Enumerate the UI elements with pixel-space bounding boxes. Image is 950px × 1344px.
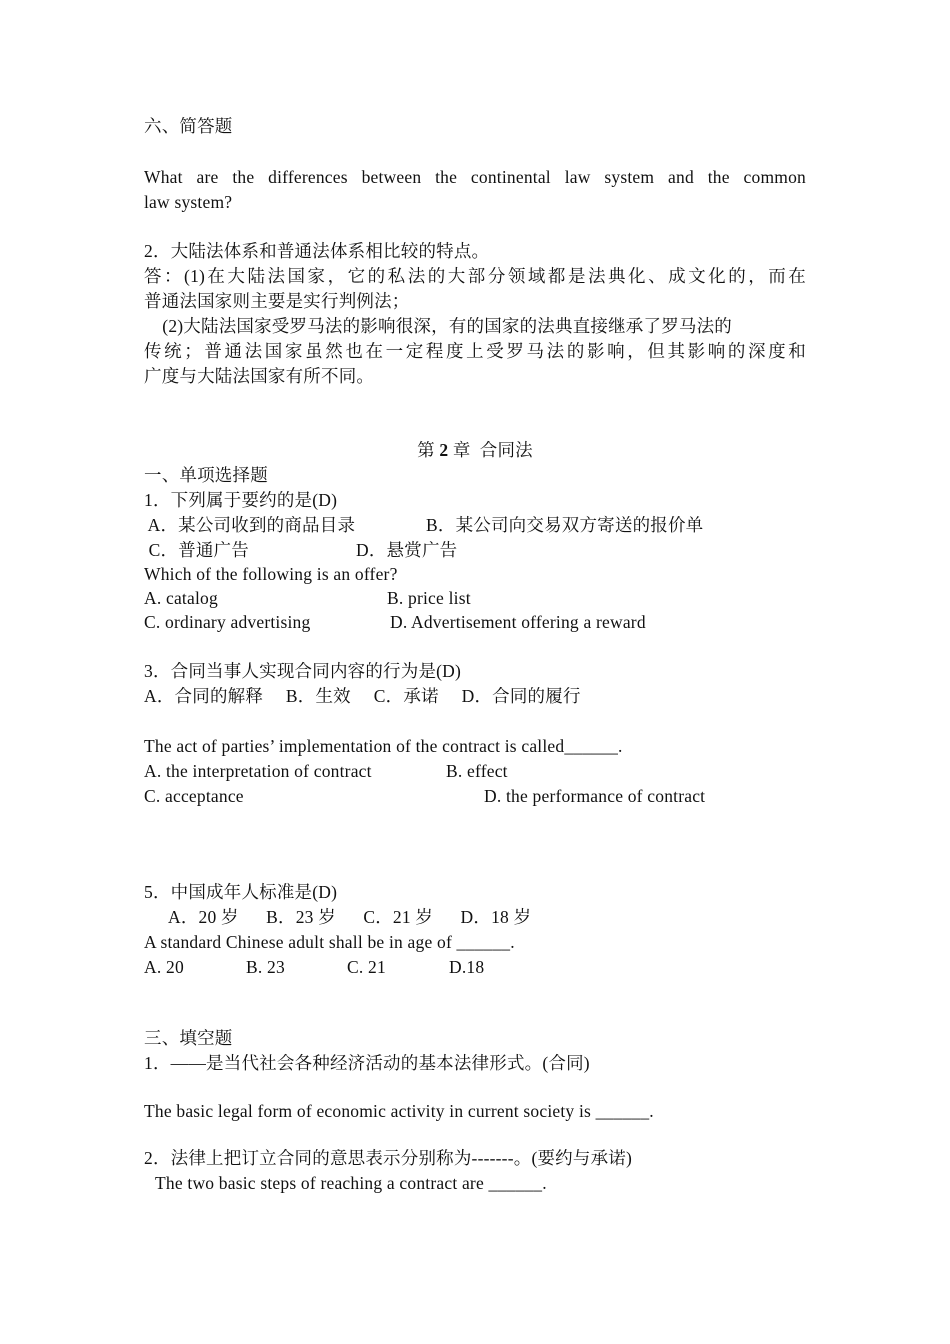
q3-en-option-a: A. the interpretation of contract (144, 761, 372, 781)
q3-en-option-b: B. effect (446, 761, 508, 781)
q5-cn: 5．中国成年人标准是(D) (144, 882, 338, 902)
q1-option-c: C．普通广告 (144, 540, 249, 560)
section-heading-short-answer: 六、简答题 (144, 116, 233, 136)
q1-option-b: B．某公司向交易双方寄送的报价单 (426, 515, 704, 535)
section-heading-single-choice: 一、单项选择题 (144, 465, 268, 485)
q3-cn: 3．合同当事人实现合同内容的行为是(D) (144, 661, 462, 681)
chapter-title-number: 2 (439, 440, 449, 460)
f1-cn: 1．——是当代社会各种经济活动的基本法律形式。(合同) (144, 1053, 590, 1073)
q5-en-option-c: C. 21 (347, 957, 386, 977)
q5-options: A．20 岁 B．23 岁 C．21 岁 D．18 岁 (168, 907, 532, 927)
section-heading-fill-blank: 三、填空题 (144, 1028, 233, 1048)
f1-en: The basic legal form of economic activity in current society is ______. (144, 1101, 654, 1121)
answer-line-5: 广度与大陆法国家有所不同。 (144, 366, 375, 386)
question-2-title: 2．大陆法体系和普通法体系相比较的特点。 (144, 241, 490, 261)
q5-en-option-d: D.18 (449, 957, 485, 977)
q1-en-option-d: D. Advertisement offering a reward (390, 612, 646, 632)
q3-en-option-d: D. the performance of contract (484, 786, 706, 806)
question-en-line-1: What are the differences between the continental law system and the common (144, 167, 806, 187)
chapter-title (0, 438, 950, 462)
q3-options: A．合同的解释 B．生效 C．承诺 D．合同的履行 (144, 686, 581, 706)
q1-option-d: D．悬赏广告 (356, 540, 458, 560)
chapter-title-prefix: 第 (417, 440, 440, 460)
question-en-line-2: law system? (144, 192, 233, 212)
q5-en: A standard Chinese adult shall be in age of ______. (144, 932, 515, 952)
q1-en-option-b: B. price list (387, 588, 471, 608)
f2-en: The two basic steps of reaching a contract are ______. (155, 1173, 547, 1193)
q5-en-option-a: A. 20 (144, 957, 184, 977)
q1-en-option-a: A. catalog (144, 588, 218, 608)
answer-line-1: 答：(1)在大陆法国家，它的私法的大部分领域都是法典化、成文化的，而在 (144, 266, 806, 286)
q3-en-option-c: C. acceptance (144, 786, 244, 806)
q1-en-option-c: C. ordinary advertising (144, 612, 311, 632)
q5-en-option-b: B. 23 (246, 957, 285, 977)
q1-cn: 1．下列属于要约的是(D) (144, 490, 338, 510)
f2-cn: 2．法律上把订立合同的意思表示分别称为-------。(要约与承诺) (144, 1148, 632, 1168)
q3-en: The act of parties’ implementation of the contract is called______. (144, 736, 623, 756)
answer-line-3: (2)大陆法国家受罗马法的影响很深，有的国家的法典直接继承了罗马法的 (144, 316, 733, 336)
q1-en: Which of the following is an offer? (144, 564, 398, 584)
answer-line-2: 普通法国家则主要是实行判例法； (144, 291, 410, 311)
chapter-title-suffix: 章 合同法 (448, 440, 533, 460)
answer-line-4: 传统；普通法国家虽然也在一定程度上受罗马法的影响，但其影响的深度和 (144, 341, 806, 361)
q1-option-a: A．某公司收到的商品目录 (144, 515, 356, 535)
